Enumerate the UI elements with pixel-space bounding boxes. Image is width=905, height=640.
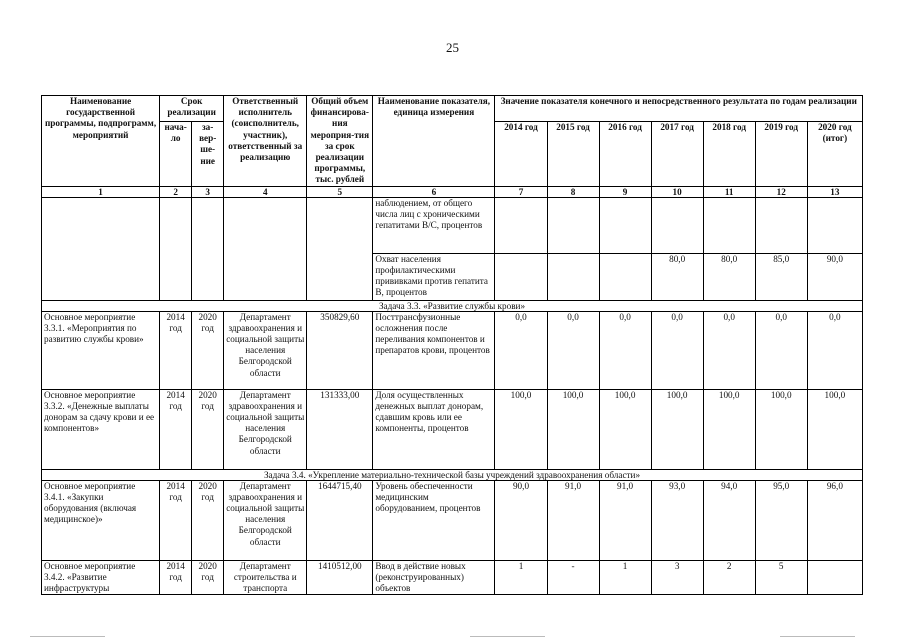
cell-value-2015: 91,0 [547, 480, 599, 560]
cell-value [547, 197, 599, 253]
column-number: 11 [703, 186, 755, 197]
header-year-2018: 2018 год [703, 122, 755, 187]
cell-value [599, 197, 651, 253]
cell-value-2014: 100,0 [495, 389, 547, 469]
cell-value-2019: 95,0 [755, 480, 807, 560]
cell-value-2020: 96,0 [807, 480, 862, 560]
column-number: 6 [373, 186, 495, 197]
header-executor: Ответственный исполнитель (соисполнитель, участник), ответственный за реализацию [224, 96, 307, 187]
cell-value-2016: 91,0 [599, 480, 651, 560]
cell-start: 2014 год [160, 389, 192, 469]
column-number: 4 [224, 186, 307, 197]
column-number: 5 [307, 186, 373, 197]
cell-value-2017: 3 [651, 560, 703, 595]
cell-value-2018: 2 [703, 560, 755, 595]
cell-value-2020: 100,0 [807, 389, 862, 469]
cell-executor: Департамент здравоохранения и социальной защиты населения Белгородской области [224, 389, 307, 469]
column-number: 10 [651, 186, 703, 197]
cell-value-2019: 5 [755, 560, 807, 595]
cell-value-2015: 0,0 [547, 311, 599, 389]
table-row-continuation [42, 197, 863, 253]
cell-start: 2014 год [160, 311, 192, 389]
column-number: 7 [495, 186, 547, 197]
cell-executor [224, 197, 307, 300]
cell-value [651, 197, 703, 253]
cell-value-2017: 0,0 [651, 311, 703, 389]
task-row [42, 469, 863, 480]
table-row-3-4-2 [42, 560, 863, 595]
cell-start [160, 197, 192, 300]
header-year-2020: 2020 год (итог) [807, 122, 862, 187]
table-row-3-4-1 [42, 480, 863, 560]
cell-end: 2020 год [192, 389, 224, 469]
cell-value [807, 197, 862, 253]
cell-indicator: Охват населения профилактическими прививками против гепатита В, процентов [373, 253, 495, 300]
cell-name [42, 197, 160, 300]
task-row [42, 300, 863, 311]
column-number: 8 [547, 186, 599, 197]
cell-value-2016 [599, 253, 651, 300]
cell-executor: Департамент здравоохранения и социальной защиты населения Белгородской области [224, 480, 307, 560]
cell-value [495, 197, 547, 253]
header-name: Наименование государственной программы, подпрограмм, мероприятий [42, 96, 160, 187]
cell-value-2020: 0,0 [807, 311, 862, 389]
cell-end: 2020 год [192, 311, 224, 389]
header-year-2019: 2019 год [755, 122, 807, 187]
cell-value-2016: 100,0 [599, 389, 651, 469]
cell-start: 2014 год [160, 480, 192, 560]
column-number: 9 [599, 186, 651, 197]
scan-edge-line [780, 636, 855, 637]
cell-value-2018: 100,0 [703, 389, 755, 469]
column-number: 3 [192, 186, 224, 197]
column-number: 2 [160, 186, 192, 197]
cell-end: 2020 год [192, 560, 224, 595]
cell-name: Основное мероприятие 3.3.2. «Денежные выплаты донорам за сдачу крови и ее компонентов» [42, 389, 160, 469]
cell-value-2019: 0,0 [755, 311, 807, 389]
header-funding: Общий объем финансирова-ния мероприя-тия за срок реализации программы, тыс. рублей [307, 96, 373, 187]
cell-end [192, 197, 224, 300]
column-number-row [42, 186, 863, 197]
header-term: Срок реализации [160, 96, 224, 122]
cell-value-2020: 90,0 [807, 253, 862, 300]
cell-value-2015: 100,0 [547, 389, 599, 469]
cell-name: Основное мероприятие 3.4.2. «Развитие инфраструктуры [42, 560, 160, 595]
cell-value-2014: 90,0 [495, 480, 547, 560]
header-start: нача-ло [160, 122, 192, 187]
cell-start: 2014 год [160, 560, 192, 595]
cell-value-2014: 1 [495, 560, 547, 595]
cell-indicator: Уровень обеспеченности медицинским оборудованием, процентов [373, 480, 495, 560]
cell-value-2019: 85,0 [755, 253, 807, 300]
cell-value-2014: 0,0 [495, 311, 547, 389]
cell-value-2018: 80,0 [703, 253, 755, 300]
cell-indicator: Доля осуществленных денежных выплат донорам, сдавшим кровь или ее компоненты, процентов [373, 389, 495, 469]
table-row-3-3-1 [42, 311, 863, 389]
header-year-2016: 2016 год [599, 122, 651, 187]
cell-indicator: Посттрансфузионные осложнения после переливания компонентов и препаратов крови, процентов [373, 311, 495, 389]
header-year-2014: 2014 год [495, 122, 547, 187]
cell-funding: 350829,60 [307, 311, 373, 389]
column-number: 1 [42, 186, 160, 197]
cell-indicator: наблюдением, от общего числа лиц с хроническими гепатитами В/С, процентов [373, 197, 495, 253]
table-row-3-3-2 [42, 389, 863, 469]
header-year-2015: 2015 год [547, 122, 599, 187]
cell-value [755, 197, 807, 253]
cell-value-2015 [547, 253, 599, 300]
header-indicator: Наименование показателя, единица измерения [373, 96, 495, 187]
cell-value-2016: 0,0 [599, 311, 651, 389]
cell-value-2020 [807, 560, 862, 595]
cell-value-2014 [495, 253, 547, 300]
cell-executor: Департамент здравоохранения и социальной защиты населения Белгородской области [224, 311, 307, 389]
header-year-2017: 2017 год [651, 122, 703, 187]
cell-end: 2020 год [192, 480, 224, 560]
cell-funding: 1410512,00 [307, 560, 373, 595]
task-heading-3-3: Задача 3.3. «Развитие службы крови» [42, 300, 863, 311]
cell-funding [307, 197, 373, 300]
task-heading-3-4: Задача 3.4. «Укрепление материально-технической базы учреждений здравоохранения области» [42, 469, 863, 480]
program-table [41, 95, 863, 595]
table-header [42, 96, 863, 187]
page-number: 25 [446, 40, 459, 55]
column-number: 13 [807, 186, 862, 197]
cell-value [703, 197, 755, 253]
cell-value-2015: - [547, 560, 599, 595]
cell-value-2017: 93,0 [651, 480, 703, 560]
cell-value-2017: 100,0 [651, 389, 703, 469]
header-end: за-вер-ше-ние [192, 122, 224, 187]
cell-indicator: Ввод в действие новых (реконструированных) объектов [373, 560, 495, 595]
cell-name: Основное мероприятие 3.4.1. «Закупки оборудования (включая медицинское)» [42, 480, 160, 560]
cell-executor: Департамент строительства и транспорта [224, 560, 307, 595]
cell-value-2016: 1 [599, 560, 651, 595]
cell-value-2019: 100,0 [755, 389, 807, 469]
cell-value-2018: 94,0 [703, 480, 755, 560]
cell-funding: 131333,00 [307, 389, 373, 469]
cell-funding: 1644715,40 [307, 480, 373, 560]
header-values-title: Значение показателя конечного и непосредственного результата по годам реализации [495, 96, 863, 122]
scan-edge-line [30, 636, 105, 637]
cell-name: Основное мероприятие 3.3.1. «Мероприятия по развитию службы крови» [42, 311, 160, 389]
column-number: 12 [755, 186, 807, 197]
cell-value-2017: 80,0 [651, 253, 703, 300]
cell-value-2018: 0,0 [703, 311, 755, 389]
scan-edge-line [470, 636, 545, 637]
